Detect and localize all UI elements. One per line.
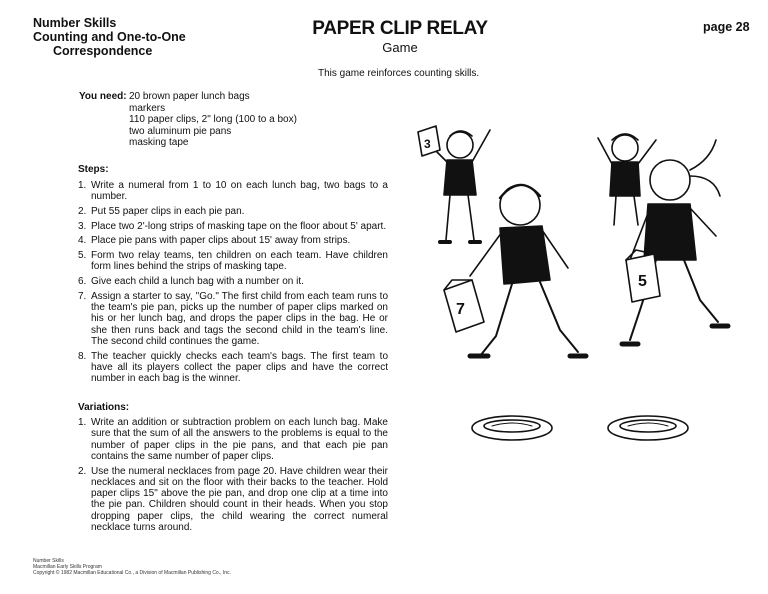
material-item: markers [129,102,166,114]
step-item [78,291,388,347]
bag-number: 3 [424,137,431,151]
footer-line: Number Skills [33,558,64,564]
step-text: Place pie pans with paper clips about 15' away from strips. [91,235,351,247]
step-item [78,221,388,232]
relay-illustration [400,100,760,450]
steps-list [78,180,388,388]
copyright-footer [33,558,231,576]
step-number: 5. [78,250,87,262]
step-item [78,235,388,246]
variation-number: 2. [78,465,87,477]
step-number: 3. [78,220,87,232]
pie-pan [472,416,552,440]
page-number: page 28 [703,20,750,34]
variations-list [78,417,388,537]
step-number: 4. [78,235,87,247]
step-number: 8. [78,350,87,362]
step-number: 6. [78,276,87,288]
subject-line-3: Correspondence [53,44,153,58]
step-number: 2. [78,205,87,217]
intro-text: This game reinforces counting skills. [318,68,480,79]
variations-heading: Variations: [78,402,130,413]
step-item [78,180,388,203]
bag-number: 5 [638,273,647,290]
step-text: Give each child a lunch bag with a number on it. [91,276,304,288]
footer-line: Macmillan Early Skills Program [33,564,102,570]
variation-text: Write an addition or subtraction problem on each lunch bag. Make sure that the sum of all the answers to the problems is equal to the number of paper clips in the pie pans, and that each pie pan contains the same number of paper clips. [91,417,388,462]
child-figure [470,185,586,356]
subject-line-2: Counting and One-to-One [33,30,186,44]
step-number: 7. [78,290,87,302]
steps-heading: Steps: [78,164,109,175]
step-item [78,351,388,385]
step-number: 1. [78,180,87,191]
variation-text: Use the numeral necklaces from page 20. Have children wear their necklaces and sit on the floor with their backs to the teacher. Hold paper clips 15" above the pie pan, and drop one clip at a time into the pie pan. Children should count in their heads. When you stop dropping paper clips, the child wearing the correct numeral necklace turns around. [91,465,388,534]
variation-item [78,417,388,462]
you-need-label: You need: [79,91,127,102]
variation-item [78,466,388,534]
step-item [78,206,388,217]
page-subtitle: Game [382,40,418,55]
subject-heading [33,16,186,58]
you-need-list [129,91,297,149]
step-text: The teacher quickly checks each team's bags. The first team to have all its players collect the paper clips and have the correct number in each bag is the winner. [91,350,388,385]
footer-line: Copyright © 1982 Macmillan Educational Co., a Division of Macmillan Publishing Co., Inc. [33,570,231,576]
step-text: Put 55 paper clips in each pie pan. [91,205,245,217]
bag-number: 7 [456,301,465,318]
step-text: Place two 2'-long strips of masking tape on the floor about 5' apart. [91,220,387,232]
step-item [78,250,388,273]
material-item: 20 brown paper lunch bags [129,91,250,102]
page-title: PAPER CLIP RELAY [312,18,488,39]
step-text: Write a numeral from 1 to 10 on each lunch bag, two bags to a number. [91,180,388,203]
material-item: masking tape [129,137,189,149]
step-text: Form two relay teams, ten children on each team. Have children form lines behind the strips of masking tape. [91,250,388,273]
step-item [78,276,388,287]
pie-pan [608,416,688,440]
material-item: two aluminum pie pans [129,125,232,137]
subject-line-1: Number Skills [33,16,117,30]
material-item: 110 paper clips, 2" long (100 to a box) [129,114,297,126]
step-text: Assign a starter to say, "Go." The first child from each team runs to the team's pie pan, picks up the number of paper clips marked on his or her lunch bag, and drops the paper clips in the bag. He or she then runs back and tags the second child in the team's line. The second child continues the game. [91,290,388,347]
variation-number: 1. [78,417,87,428]
